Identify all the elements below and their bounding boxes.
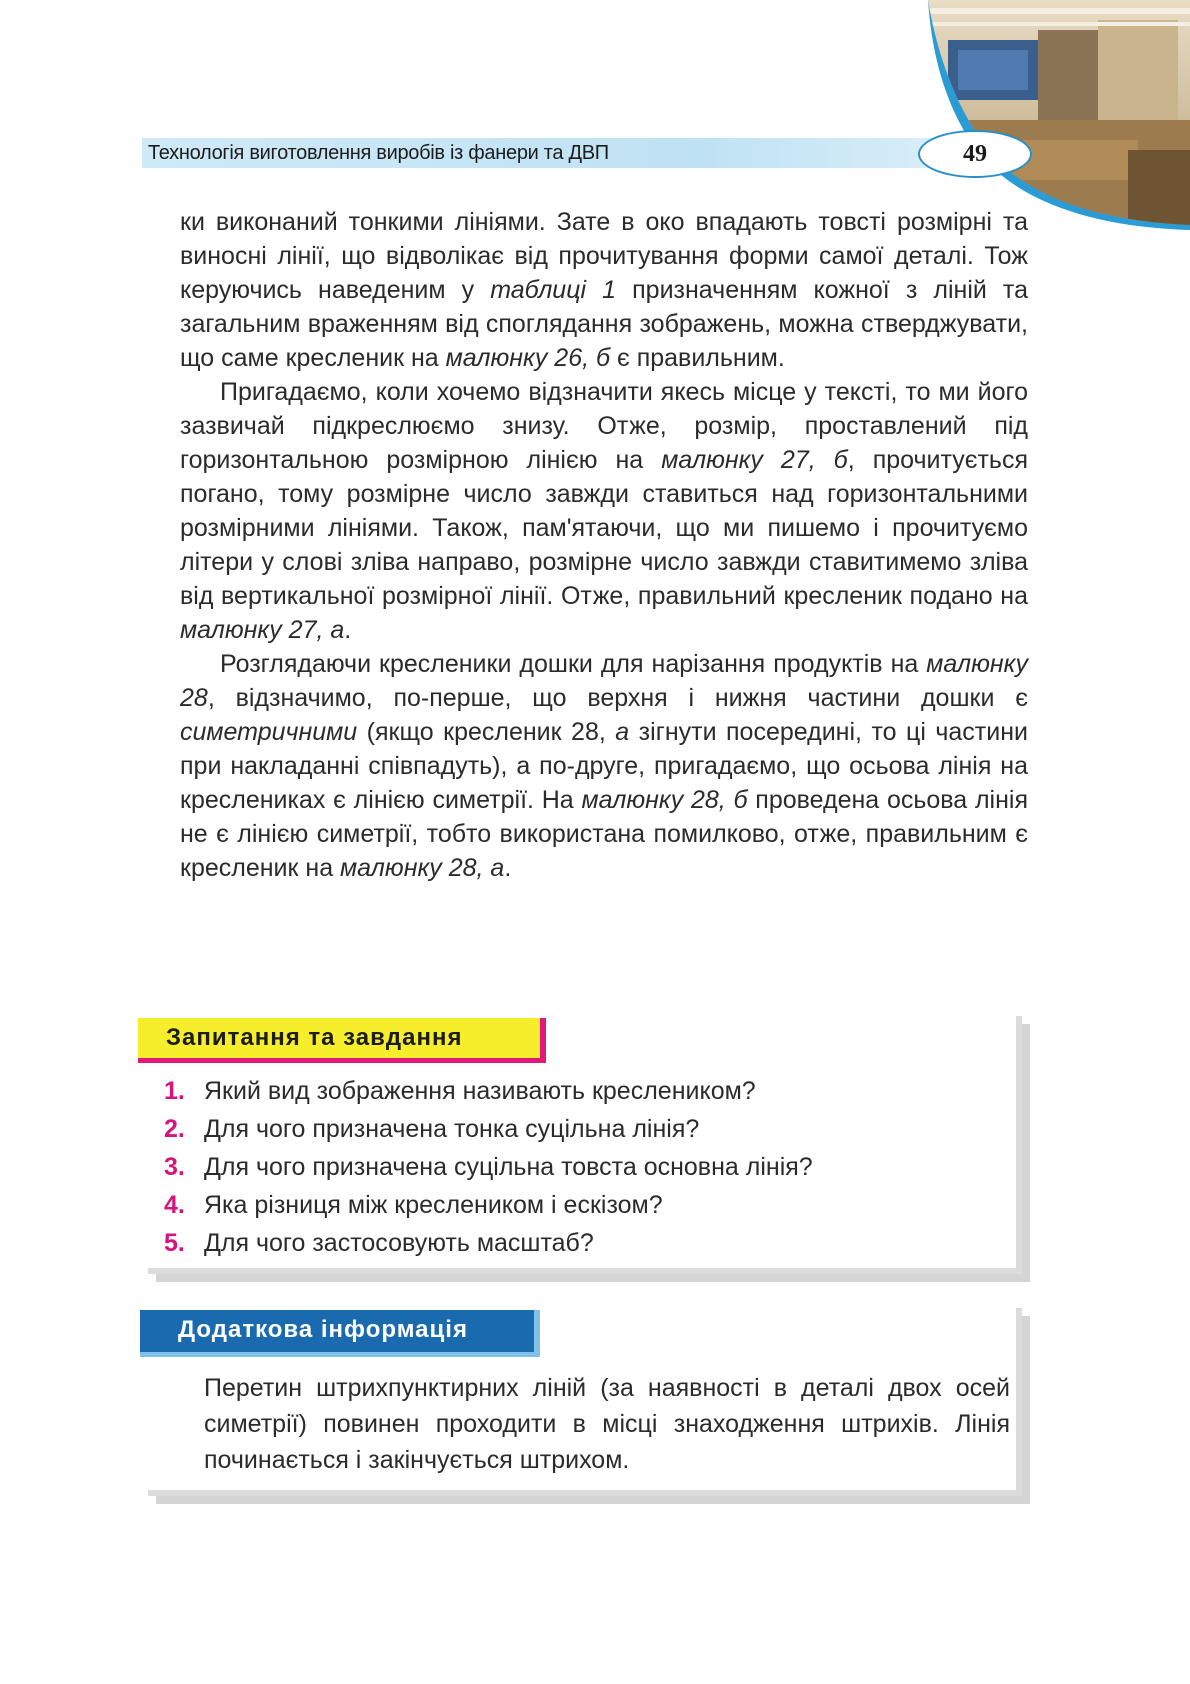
info-heading: Додаткова інформація: [178, 1316, 468, 1343]
paragraph-2: Пригадаємо, коли хочемо відзначити якесь місце у тексті, то ми його зазвичай підкреслюємо знизу. Отже, розмір, проставлений під горизонтальною розмірною лінією на малюнку 27, б, прочитується погано, тому розмірне число завжди ставиться над горизонтальними розмірними лініями. Також, пам'ятаючи, що ми пишемо і прочитуємо літери у слові зліва направо, розмірне число завжди ставитимемо зліва від вертикальної розмірної лінії. Отже, правильний кресленик подано на малюнку 27, а.: [180, 378, 1028, 644]
workshop-photo: [928, 0, 1190, 230]
page-number: 49: [918, 130, 1032, 178]
questions-list: [164, 1072, 813, 1262]
body-text: [180, 205, 1028, 885]
question-item: 3. Для чого призначена суцільна товста основна лінія?: [164, 1153, 813, 1181]
info-text: Перетин штрихпунктирних ліній (за наявності в деталі двох осей симетрії) повинен проходити в місці знаходження штрихів. Лінія починається і закінчується штрихом.: [204, 1374, 1010, 1474]
paragraph-1: ки виконаний тонкими лініями. Зате в око впадають товсті розмірні та виносні лінії, що відволікає від прочитування форми самої деталі. Тож керуючись наведеним у таблиці 1 призначенням кожної з ліній та загальним враженням від споглядання зображень, можна стверджувати, що саме кресленик на малюнку 26, б є правильним.: [180, 208, 1028, 372]
question-item: 4. Яка різниця між креслеником і ескізом?: [164, 1191, 663, 1219]
info-heading-tag: [140, 1310, 540, 1357]
question-item: 5. Для чого застосовують масштаб?: [164, 1229, 594, 1257]
questions-heading: Запитання та завдання: [166, 1024, 463, 1051]
question-item: 1. Який вид зображення називають креслеником?: [164, 1077, 756, 1105]
paragraph-3: Розглядаючи кресленики дошки для нарізання продуктів на малюнку 28, відзначимо, по-перше, що верхня і нижня частини дошки є симетричними (якщо кресленик 28, а зігнути посередині, то ці частини при накладанні співпадуть), а по-друге, пригадаємо, що осьова лінія на креслениках є лінією симетрії. На малюнку 28, б проведена осьова лінія не є лінією симетрії, тобто використана помилково, отже, правильним є кресленик на малюнку 28, а.: [180, 650, 1028, 882]
question-item: 2. Для чого призначена тонка суцільна лінія?: [164, 1115, 700, 1143]
chapter-title: Технологія виготовлення виробів із фанери та ДВП: [148, 142, 609, 164]
questions-heading-tag: [138, 1018, 546, 1063]
